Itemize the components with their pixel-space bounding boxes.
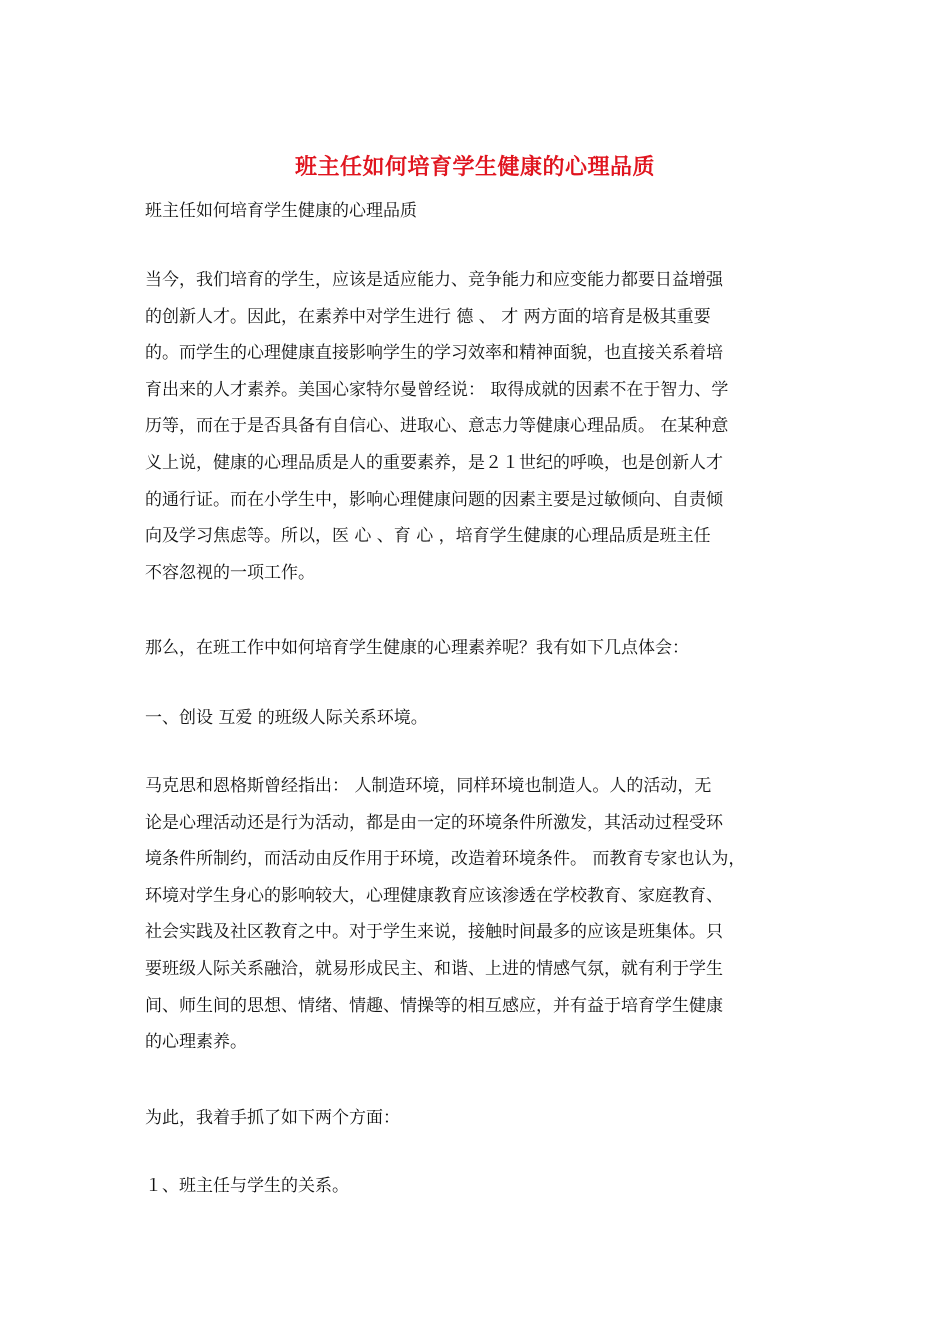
text-line: 环境对学生身心的影响较大，心理健康教育应该渗透在学校教育、家庭教育、 (145, 885, 723, 906)
text-line: 马克思和恩格斯曾经指出： 人制造环境，同样环境也制造人。人的活动，无 (145, 776, 712, 796)
text-line: 向及学习焦虑等。所以，医 心 、育 心 ，培育学生健康的心理品质是班主任 (145, 526, 711, 547)
text-line: 一、创设 互爱 的班级人际关系环境。 (145, 708, 428, 728)
text-line: 的创新人才。因此，在素养中对学生进行 德 、 才 两方面的培育是极其重要 (145, 306, 711, 327)
text-line: １、班主任与学生的关系。 (145, 1176, 349, 1196)
text-line: 境条件所制约，而活动由反作用于环境，改造着环境条件。 而教育专家也认为， (145, 849, 746, 870)
text-line: 义上说，健康的心理品质是人的重要素养，是２１世纪的呼唤，也是创新人才 (145, 452, 723, 473)
text-line: 社会实践及社区教育之中。对于学生来说，接触时间最多的应该是班集体。只 (145, 922, 723, 943)
text-line: 育出来的人才素养。美国心家特尔曼曾经说： 取得成就的因素不在于智力、学 (145, 379, 729, 400)
document-subtitle: 班主任如何培育学生健康的心理品质 (145, 201, 417, 221)
text-line: 那么，在班工作中如何培育学生健康的心理素养呢？我有如下几点体会： (145, 638, 689, 658)
text-line: 历等，而在于是否具备有自信心、进取心、意志力等健康心理品质。 在某种意 (145, 416, 729, 437)
text-line: 论是心理活动还是行为活动，都是由一定的环境条件所激发，其活动过程受环 (145, 812, 723, 833)
text-line: 为此，我着手抓了如下两个方面： (145, 1108, 400, 1128)
text-line: 的。而学生的心理健康直接影响学生的学习效率和精神面貌，也直接关系着培 (145, 343, 723, 364)
list-item-1 (145, 1168, 825, 1205)
paragraph-aspects (145, 1100, 825, 1137)
paragraph-question (145, 630, 825, 667)
paragraph-intro (145, 262, 825, 591)
text-line: 当今，我们培育的学生，应该是适应能力、竞争能力和应变能力都要日益增强 (145, 270, 723, 290)
text-line: 要班级人际关系融洽，就易形成民主、和谐、上进的情感气氛，就有利于学生 (145, 958, 723, 979)
text-line: 不容忽视的一项工作。 (145, 562, 315, 583)
text-line: 间、师生间的思想、情绪、情趣、情操等的相互感应，并有益于培育学生健康 (145, 995, 723, 1016)
text-line: 的心理素养。 (145, 1032, 247, 1053)
document-title: 班主任如何培育学生健康的心理品质 (294, 154, 655, 180)
paragraph-environment (145, 768, 825, 1061)
section-heading-1 (145, 700, 825, 737)
text-line: 的通行证。而在小学生中，影响心理健康问题的因素主要是过敏倾向、自责倾 (145, 489, 723, 510)
